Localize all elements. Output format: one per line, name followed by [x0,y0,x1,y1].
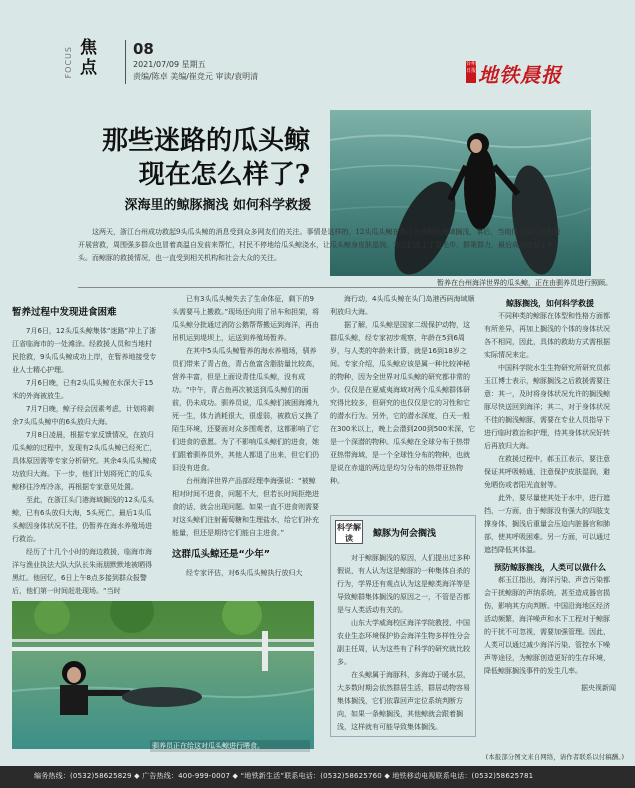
paragraph: 至此，在浙江头门港海域搁浅的12头瓜头鲸，已有6头放归大海，5头死亡，最后1头瓜头鲸因身体状况不佳，仍暂养在海水养殖场进行救治。 [12,496,154,543]
section-label-en: FOCUS [64,46,73,79]
logo-small-tag: 台州日报 [466,61,476,83]
paragraph: 海行动，4头瓜头鲸在头门岛港西码海域顺利放归大海。 [330,295,475,316]
paragraph: 台州海洋世界产品部经理李海强说：“被鲸相对时间不进食，问题不大，但若长时间拒绝进食的话，就会出现问题。如果一直不进食则需要对这头鲸们注射葡萄糖和生理盐水，给它们补充能量，但还是期待它们能自主进食。” [172,477,319,537]
source-signature: 据央视新闻 [581,684,616,692]
headline-line-1: 那些迷路的瓜头鲸 [101,126,310,156]
intro-paragraph: 这两天，浙江台州成功救起9头瓜头鲸的消息受到众多网友们的关注。事情是这样的，12头瓜头鲸在浙江台州附近海域搁浅，事后，当地体多部门参积极开展营救，周围强多群众也冒着高温自发前来帮忙，村民不停地给瓜头鲸浇水，让瓜头鲸身皮肤湿润，为它们盖上了湿毛巾，群策群力，最后成功救起了9头。而鲸豚的救援情况，也一直受到相关机构和社会大众的关注。 [78,228,561,262]
science-title: 鲸豚为何会搁浅 [373,529,437,539]
paragraph: 经历了十几个小时的海边救援，临海市海洋与渔业执法大队大队长朱雨朋默默地被晒得黑红。他回忆，6日上午8点多接到群众报警后，他们第一时间赶赴现场。“当时 [12,548,152,595]
paragraph: 在其中5头瓜头鲸暂养的海水养殖场，驯养员们带来了青占鱼，青占鱼富含脂肪量比较高，营养丰富，但是上面设青佳瓜头鲸，没有成功。“中午，青占鱼再次被送到瓜头鲸们的面前，仍未成功。驯养员说，瓜头鲸们被困海滩九死一生，体力消耗很大，很虚弱，被救后又换了陌生环境，还要面对众多围观者，这都影响了它们进食的意愿。为了不影响瓜头鲸们的进食，她们跟着驯养员外，其他人都退了出来，但它们仍旧没有进食。 [172,347,319,472]
headline [60,124,310,192]
page-footer [0,766,635,788]
section-heading-youth: 这群瓜头鲸还是“少年” [172,549,270,560]
photo-trainer-feeding-image [12,601,314,749]
subheadline: 深海里的鲸豚搁浅 如何科学救援 [124,198,311,213]
article-column-1 [12,304,158,598]
science-explainer-box [330,515,476,737]
paragraph: 据了解，瓜头鲸是国家二级保护动物，这群瓜头鲸，经专家初步观察，年龄在5到6周岁，与人类的年龄来计算，就是16到18岁之间。专家介绍，瓜头鲸应该是属一种比较神秘的物种，因为全世界对瓜头鲸的研究都非常的少。仅仅是在夏威夷海域对两个瓜头鲸群体研究得比较多，但研究的也仅仅是它的习性和它的潜水行为。另外，它的潜水深度，白天一般在300米以上，晚上会潜到200到500米深，它是一个深潜的物种。瓜头鲸在全球分布于热带亚热带海域，是一个全球性分布的物种，也就是说在赤道的两边是均匀分布的热带亚热物种。 [330,321,476,485]
paragraph: 7月6日，12头瓜头鲸集体“迷路”冲上了浙江省临海市的一处滩涂。经救援人员和当地村民抢救，9头瓜头鲸成功上岸，在暂养地接受专业人士精心护理。 [12,327,157,374]
paragraph: 7月6日晚，已有2头瓜头鲸在水深大于15米的外海被放生。 [12,379,154,400]
paragraph: 此外，要尽量使其处于水中，进行遮挡，一方面，由于鲸豚没有强大的四肢支撑身体，搁浅后重量会压迫内脏器官和肺部，使其呼吸困难。另一方面，可以通过遮挡降低其体温。 [484,494,610,554]
paragraph: 对于鲸豚搁浅的原因，人们提出过多种假说，有人认为这是鲸豚的一种集体自杀的行为，学界还有观点认为这是鲸类海洋等是导致鲸群集体搁浅的原因之一，不管是否都是与人类活动有关的。 [337,554,470,614]
issue-date: 2021/07/09 星期五 [133,60,206,69]
paragraph: 在头鲸属于海豚科，多海动于暖水层，大多数时期会依然群居生活，群居动物容易集体搁浅，它们依靠回声定位系统判断方向，如果一条鲸搁浅，其他鲸就会跟着搁浅，这样就有可能导致集体搁浅。 [337,671,470,731]
section-heading-feeding: 暂养过程中发现进食困难 [12,307,117,318]
paragraph: 中国科学院水生生物研究所研究员郝玉江博士表示，鲸豚搁浅之后救援需要注意：其一，及时将身体状况允许的搁浅鲸豚尽快送回到海洋；其二，对于身体状况不佳的搁浅鲸豚，需要在专业人员指导下进行临时救治和护理，待其身体状况好转后再放归大海。 [484,364,610,450]
page-number: 08 [133,40,154,58]
header-divider [125,40,126,84]
logo-text: 地铁晨报 [478,63,562,87]
paragraph: 7月8日凌晨，根据专家反馈情况，在放归瓜头鲸的过程中，发现有2头瓜头鲸已经死亡，具体原因需等专家分析研究。其余4头瓜头鲸成功放归大海。下一步，他们计划将死亡的瓜头鲸移往冷库冷冻，再根据专家意见处置。 [12,431,157,491]
footer-hotlines: 编务热线：(0532)58625829 ◆ 广告热线：400-999-0007 ◆ “地铁新生活”联系电话：(0532)58625760 ◆ 地铁移动电视联系电话：(0532)58625781 [34,772,534,780]
science-tag: 科学解读 [335,520,363,544]
paragraph: 在救援过程中，郝玉江表示，要注意保证其呼吸畅通，注意保护皮肤湿润，避免晒伤或者阳光直射等。 [484,455,610,489]
editor-credits: 责编/陈卓 美编/崔竞元 审读/袁明清 [133,72,259,81]
copyright-note: (本报部分图文来自网络，请作者联系以付稿酬。) [485,753,624,761]
paragraph: 7月7日晚，鲸子经会因素考虑，计划将剩余7头瓜头鲸中的6头放归大海。 [12,405,154,426]
article-column-3 [330,293,476,488]
science-body [337,552,471,734]
section-label [62,38,116,82]
page-header [0,0,635,100]
newspaper-logo [466,59,570,85]
paragraph: 经专家评估，对6头瓜头鲸执行放归大 [186,569,303,577]
top-photo-caption: 暂养在台州海洋世界的瓜头鲸，正在由驯养员进行照顾。 [437,279,612,287]
headline-line-2: 现在怎么样了? [138,160,310,190]
article-column-4 [484,293,616,695]
section-label-cn: 焦点 [80,38,97,78]
sidebar-title-rescue: 鲸豚搁浅，如何科学救援 [506,298,594,308]
paragraph: 山东大学威海校区海洋学院教授、中国农业生态环境保护协会海洋生物多样性分会副主任周，认为这些有了科学的研究就比较多。 [337,619,470,666]
paragraph: 郝玉江指出，海洋污染、声音污染都会干扰鲸豚的声纳系统，甚至造成器官损伤，影响其方向判断。中国沿海地区经济活动频繁，海洋噪声和水下工程对于鲸豚的干扰不可忽视，需要加强管理。因此，人类可以通过减少海洋污染、管控水下噪声等途径，为鲸豚创造更好的生存环境，降低鲸豚搁浅事件的发生几率。 [484,576,610,675]
paragraph: 不同种类的鲸豚在体型和性格方面都有所差异，再加上搁浅的个体的身体状况各不相同，因此，具体的救助方式需根据实际情况来定。 [484,312,610,359]
photo-trainer-feeding [12,601,314,749]
paragraph: 已有3头瓜头鲸失去了生命体征，剩下的9头需要马上搬救。”现场还向用了吊车和担架，将瓜头鲸分批通过消防公鹅帮帮搬运到海洋，再由吊机运到堤坝上，运送到养殖场暂养。 [172,295,320,342]
bottom-photo-caption: 驯养员正在给这对瓜头鲸进行喂食。 [150,740,310,752]
sidebar-title-prevention: 预防鲸豚搁浅，人类可以做什么 [494,562,606,572]
article-column-2 [172,293,320,580]
intro-divider [78,287,563,288]
